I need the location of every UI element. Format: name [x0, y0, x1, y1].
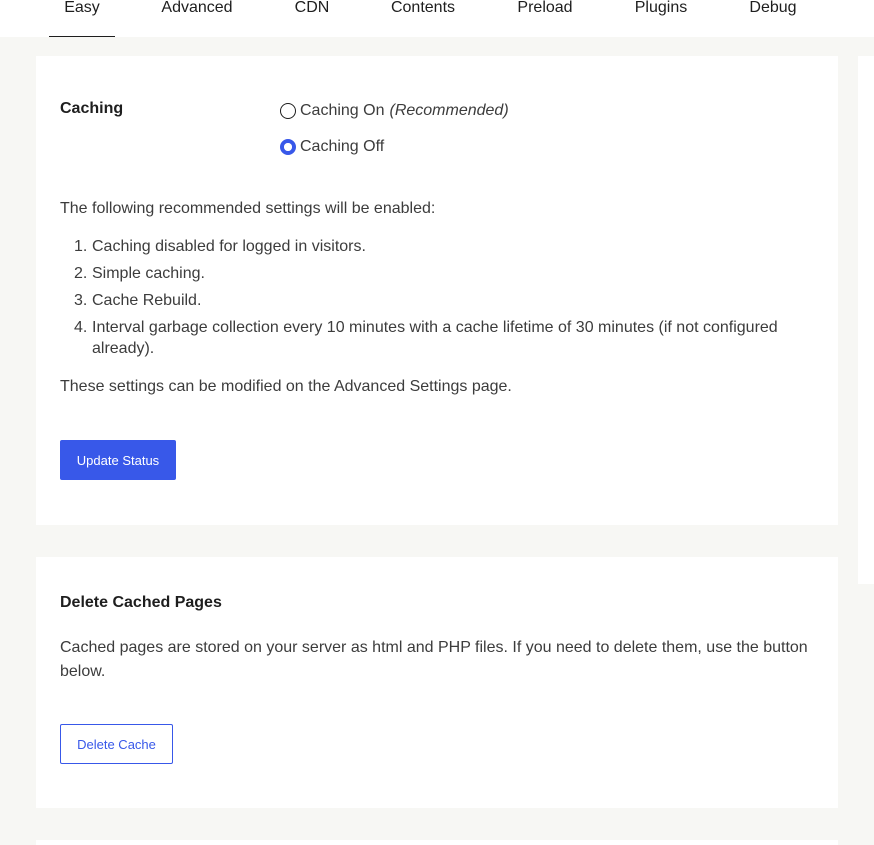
list-item: [60, 263, 820, 284]
tab-easy[interactable]: Easy: [49, 0, 115, 37]
caching-on-label: Caching On: [300, 102, 385, 119]
list-item-number: 4.: [74, 319, 88, 336]
tab-bar: [0, 0, 874, 37]
delete-cache-description: Cached pages are stored on your server as html and PHP files. If you need to delete them, use the button below.: [60, 639, 808, 680]
caching-on-radio[interactable]: [280, 103, 296, 119]
tab-plugins[interactable]: Plugins: [634, 0, 688, 16]
delete-cache-button[interactable]: Delete Cache: [60, 724, 173, 764]
caching-label: Caching: [60, 100, 124, 117]
settings-list: [60, 236, 820, 365]
caching-off-radio[interactable]: [280, 139, 296, 155]
caching-off-label: Caching Off: [300, 138, 385, 155]
list-item-text: Interval garbage collection every 10 minutes with a cache lifetime of 30 minutes (if not configured already).: [92, 319, 778, 357]
tab-contents[interactable]: Contents: [390, 0, 456, 16]
list-item-number: 1.: [74, 238, 88, 255]
next-card: [36, 840, 838, 845]
tab-preload[interactable]: Preload: [517, 0, 573, 16]
list-item: [60, 317, 820, 359]
caching-off-option[interactable]: [280, 138, 384, 156]
list-item: [60, 236, 820, 257]
settings-footer-note: These settings can be modified on the Advanced Settings page.: [60, 378, 512, 395]
list-item: [60, 290, 820, 311]
list-item-text: Caching disabled for logged in visitors.: [92, 238, 366, 255]
settings-intro: The following recommended settings will be enabled:: [60, 200, 436, 217]
list-item-number: 2.: [74, 265, 88, 282]
update-status-button[interactable]: Update Status: [60, 440, 176, 480]
side-panel: [858, 56, 874, 584]
delete-cache-title: Delete Cached Pages: [60, 594, 222, 611]
tab-debug[interactable]: Debug: [749, 0, 797, 16]
list-item-text: Cache Rebuild.: [92, 292, 202, 309]
list-item-number: 3.: [74, 292, 88, 309]
list-item-text: Simple caching.: [92, 265, 205, 282]
caching-on-option[interactable]: [280, 102, 509, 120]
caching-on-recommended: (Recommended): [389, 102, 509, 119]
tab-cdn[interactable]: CDN: [294, 0, 330, 16]
tab-advanced[interactable]: Advanced: [161, 0, 233, 16]
